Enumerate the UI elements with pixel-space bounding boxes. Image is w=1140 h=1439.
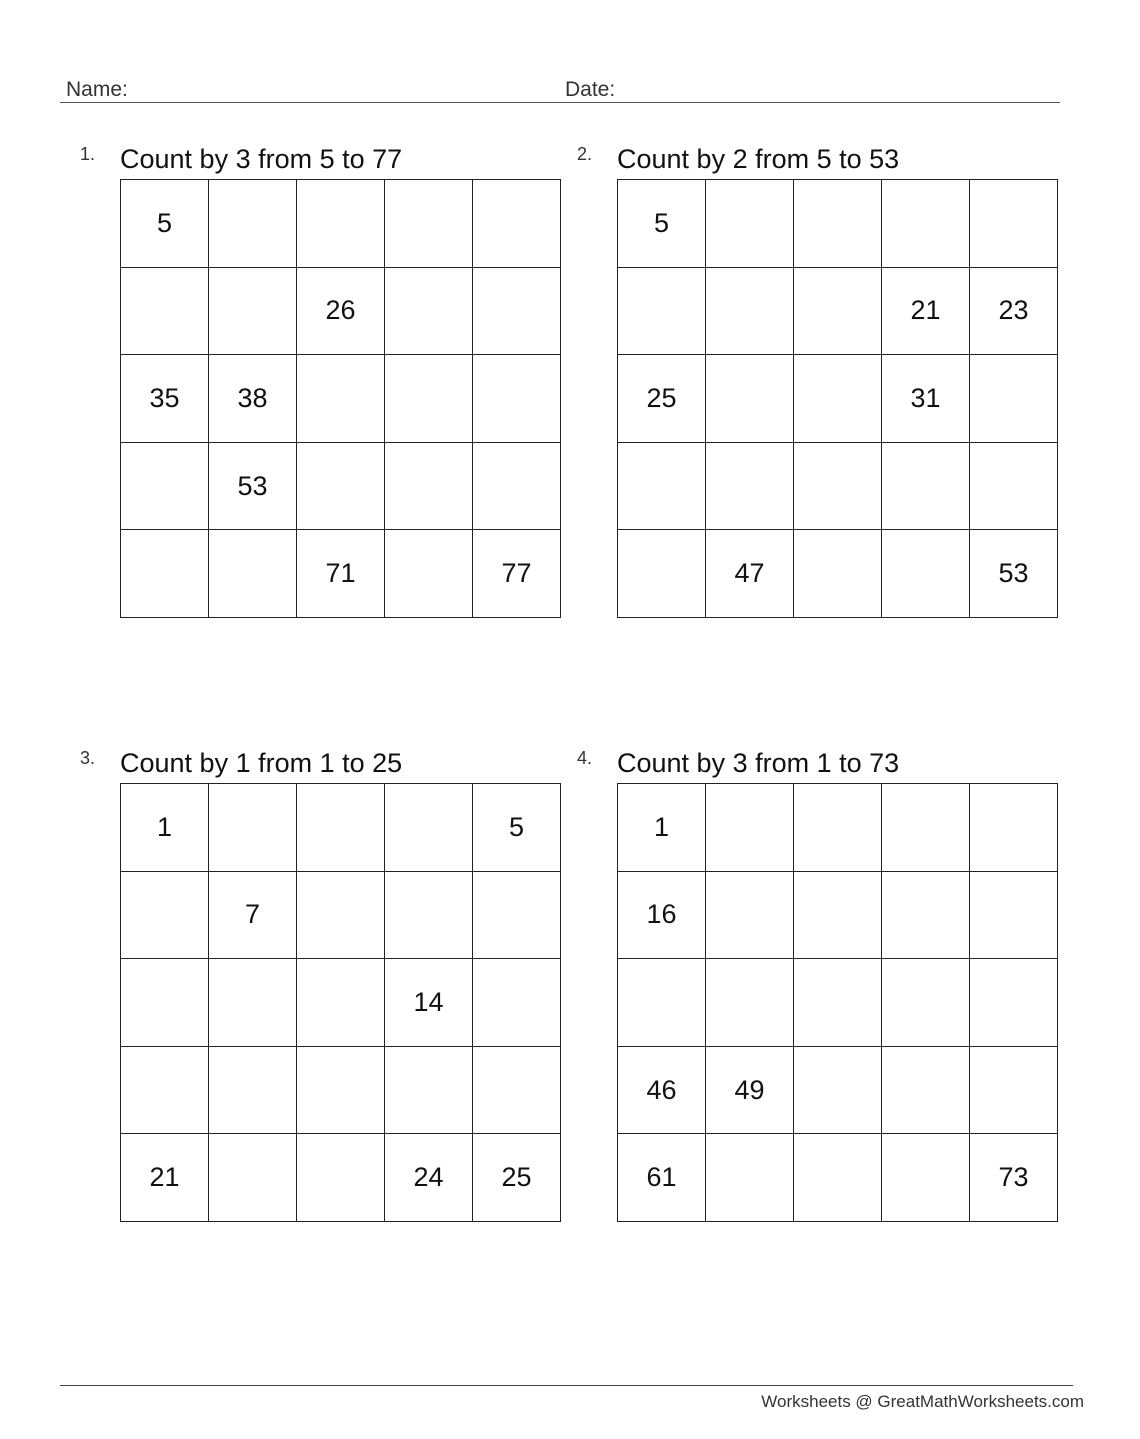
grid-row: [121, 267, 561, 355]
grid-cell[interactable]: [882, 784, 970, 872]
grid-row: [618, 784, 1058, 872]
grid-cell[interactable]: 1: [121, 784, 209, 872]
grid-cell[interactable]: [882, 530, 970, 618]
grid-cell[interactable]: 1: [618, 784, 706, 872]
problem-title: Count by 3 from 5 to 77: [120, 144, 403, 174]
grid-row: [618, 530, 1058, 618]
grid-cell[interactable]: [882, 180, 970, 268]
grid-row: [121, 530, 561, 618]
grid-cell[interactable]: 46: [618, 1046, 706, 1134]
grid-cell[interactable]: [121, 959, 209, 1047]
number-grid: [120, 783, 561, 1222]
grid-cell[interactable]: [473, 959, 561, 1047]
grid-cell[interactable]: [970, 180, 1058, 268]
date-label: Date:: [565, 78, 616, 101]
grid-cell[interactable]: [121, 1046, 209, 1134]
grid-cell[interactable]: 21: [121, 1134, 209, 1222]
problem-title: Count by 1 from 1 to 25: [120, 748, 403, 778]
grid-row: [618, 355, 1058, 443]
name-label: Name:: [66, 78, 128, 101]
grid-cell[interactable]: [882, 1046, 970, 1134]
grid-cell[interactable]: [882, 1134, 970, 1222]
grid-row: [121, 1046, 561, 1134]
grid-cell[interactable]: [385, 442, 473, 530]
footer-credit: Worksheets @ GreatMathWorksheets.com: [761, 1392, 1084, 1411]
grid-cell[interactable]: [121, 871, 209, 959]
grid-cell[interactable]: [473, 180, 561, 268]
grid-cell[interactable]: [209, 530, 297, 618]
grid-cell[interactable]: 25: [618, 355, 706, 443]
grid-cell[interactable]: [385, 267, 473, 355]
grid-cell[interactable]: [297, 1134, 385, 1222]
problem-number: 4.: [577, 748, 593, 768]
grid-cell[interactable]: [209, 1046, 297, 1134]
grid-cell[interactable]: [618, 530, 706, 618]
grid-cell[interactable]: [473, 1046, 561, 1134]
grid-cell[interactable]: [121, 442, 209, 530]
header-divider: [60, 102, 1060, 103]
grid-cell[interactable]: [618, 959, 706, 1047]
grid-cell[interactable]: [706, 784, 794, 872]
grid-cell[interactable]: [618, 267, 706, 355]
grid-cell[interactable]: [970, 959, 1058, 1047]
grid-cell[interactable]: [473, 355, 561, 443]
grid-cell[interactable]: 23: [970, 267, 1058, 355]
problem-number: 1.: [80, 144, 96, 164]
grid-cell[interactable]: [970, 442, 1058, 530]
grid-cell[interactable]: [297, 959, 385, 1047]
grid-cell[interactable]: [473, 267, 561, 355]
grid-cell[interactable]: [882, 959, 970, 1047]
grid-cell[interactable]: [385, 1046, 473, 1134]
grid-cell[interactable]: [297, 871, 385, 959]
grid-cell[interactable]: [706, 959, 794, 1047]
grid-cell[interactable]: [618, 442, 706, 530]
grid-cell[interactable]: [794, 1134, 882, 1222]
grid-cell[interactable]: 49: [706, 1046, 794, 1134]
grid-cell[interactable]: 47: [706, 530, 794, 618]
grid-cell[interactable]: 21: [882, 267, 970, 355]
grid-cell[interactable]: 77: [473, 530, 561, 618]
grid-cell[interactable]: [385, 180, 473, 268]
grid-row: [121, 959, 561, 1047]
grid-cell[interactable]: [209, 784, 297, 872]
grid-row: [121, 355, 561, 443]
problem-number: 2.: [577, 144, 593, 164]
grid-cell[interactable]: [706, 180, 794, 268]
grid-cell[interactable]: [473, 442, 561, 530]
problem-title: Count by 3 from 1 to 73: [617, 748, 900, 778]
grid-row: [121, 784, 561, 872]
grid-cell[interactable]: 38: [209, 355, 297, 443]
grid-cell[interactable]: [794, 784, 882, 872]
grid-cell[interactable]: [794, 530, 882, 618]
grid-cell[interactable]: [706, 442, 794, 530]
grid-cell[interactable]: [385, 530, 473, 618]
grid-cell[interactable]: [473, 871, 561, 959]
grid-cell[interactable]: 14: [385, 959, 473, 1047]
grid-cell[interactable]: 25: [473, 1134, 561, 1222]
grid-cell[interactable]: [209, 1134, 297, 1222]
grid-row: [618, 1046, 1058, 1134]
grid-row: [618, 959, 1058, 1047]
grid-cell[interactable]: [209, 180, 297, 268]
problem-title: Count by 2 from 5 to 53: [617, 144, 900, 174]
grid-cell[interactable]: 7: [209, 871, 297, 959]
grid-cell[interactable]: 73: [970, 1134, 1058, 1222]
grid-cell[interactable]: 5: [473, 784, 561, 872]
grid-row: [618, 442, 1058, 530]
grid-cell[interactable]: 5: [121, 180, 209, 268]
grid-cell[interactable]: 26: [297, 267, 385, 355]
grid-cell[interactable]: [706, 1134, 794, 1222]
grid-cell[interactable]: [970, 1046, 1058, 1134]
grid-cell[interactable]: 61: [618, 1134, 706, 1222]
grid-cell[interactable]: [385, 784, 473, 872]
grid-cell[interactable]: [706, 871, 794, 959]
grid-cell[interactable]: [297, 355, 385, 443]
grid-cell[interactable]: [706, 355, 794, 443]
grid-cell[interactable]: [794, 355, 882, 443]
grid-cell[interactable]: [297, 442, 385, 530]
grid-row: [618, 180, 1058, 268]
grid-row: [618, 871, 1058, 959]
grid-cell[interactable]: 16: [618, 871, 706, 959]
grid-cell[interactable]: [297, 180, 385, 268]
grid-cell[interactable]: [882, 442, 970, 530]
grid-cell[interactable]: [794, 1046, 882, 1134]
problem-number: 3.: [80, 748, 96, 768]
number-grid: [120, 179, 561, 618]
grid-cell[interactable]: 71: [297, 530, 385, 618]
grid-row: [121, 180, 561, 268]
grid-cell[interactable]: 53: [209, 442, 297, 530]
grid-cell[interactable]: [970, 355, 1058, 443]
grid-cell[interactable]: 35: [121, 355, 209, 443]
number-grid: [617, 179, 1058, 618]
grid-cell[interactable]: [794, 959, 882, 1047]
grid-cell[interactable]: 5: [618, 180, 706, 268]
grid-cell[interactable]: [209, 267, 297, 355]
grid-cell[interactable]: [121, 267, 209, 355]
grid-cell[interactable]: [209, 959, 297, 1047]
grid-cell[interactable]: [121, 530, 209, 618]
number-grid: [617, 783, 1058, 1222]
grid-cell[interactable]: [794, 267, 882, 355]
grid-cell[interactable]: [970, 871, 1058, 959]
grid-row: [121, 871, 561, 959]
grid-cell[interactable]: [794, 180, 882, 268]
grid-cell[interactable]: 24: [385, 1134, 473, 1222]
grid-cell[interactable]: [794, 871, 882, 959]
grid-cell[interactable]: [794, 442, 882, 530]
footer-divider: [60, 1385, 1073, 1386]
grid-cell[interactable]: 31: [882, 355, 970, 443]
grid-row: [618, 267, 1058, 355]
grid-cell[interactable]: [706, 267, 794, 355]
grid-cell[interactable]: [882, 871, 970, 959]
grid-cell[interactable]: [297, 784, 385, 872]
grid-cell[interactable]: [385, 871, 473, 959]
grid-cell[interactable]: [385, 355, 473, 443]
grid-row: [121, 442, 561, 530]
grid-cell[interactable]: 53: [970, 530, 1058, 618]
grid-cell[interactable]: [297, 1046, 385, 1134]
grid-row: [618, 1134, 1058, 1222]
grid-row: [121, 1134, 561, 1222]
grid-cell[interactable]: [970, 784, 1058, 872]
